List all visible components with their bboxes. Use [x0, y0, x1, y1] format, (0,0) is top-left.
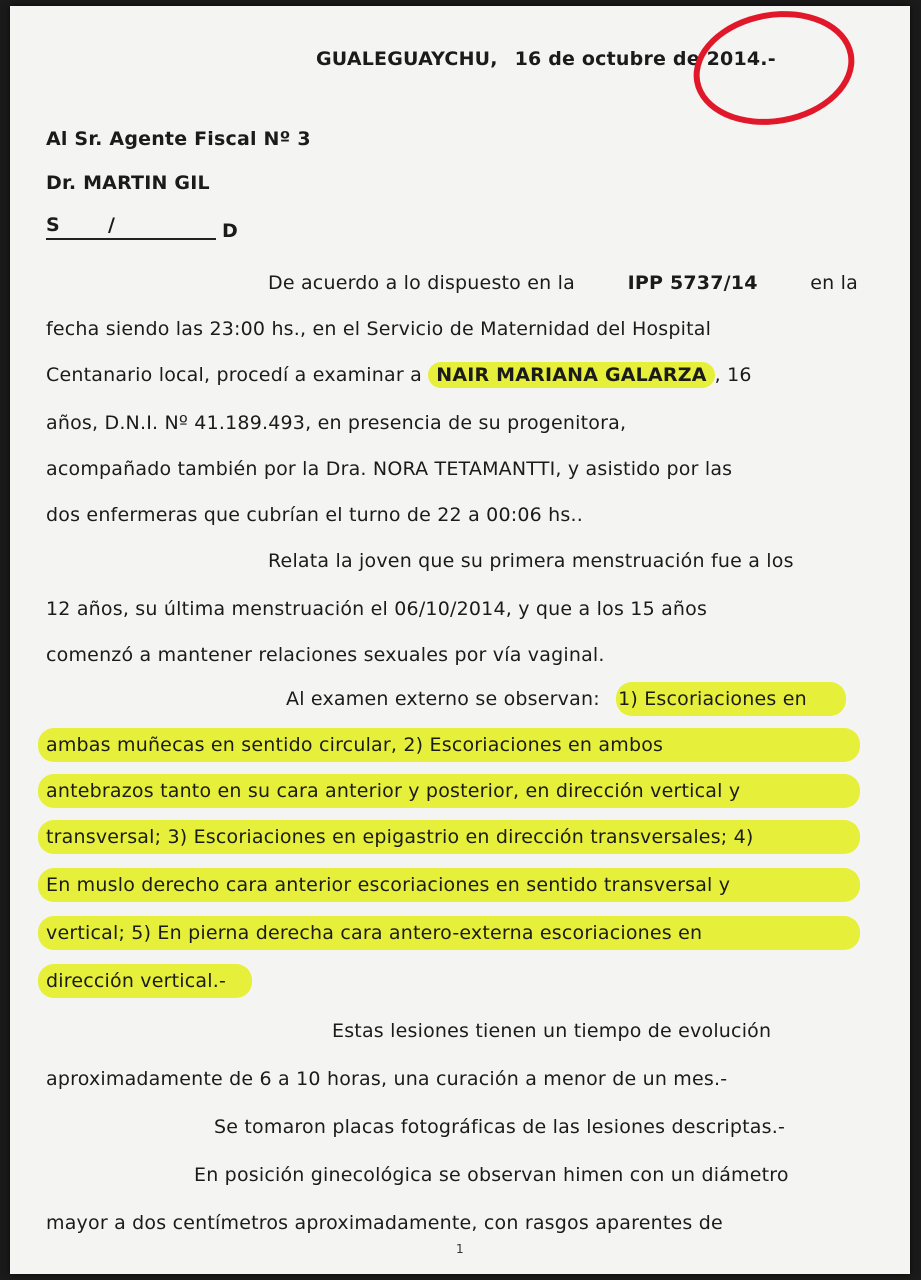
para1-line5: acompañado también por la Dra. NORA TETAMANTTI, y asistido por las	[46, 458, 733, 480]
header-date: 16 de octubre de 2014.-	[514, 48, 776, 70]
para2-line3: comenzó a mantener relaciones sexuales por vía vaginal.	[46, 644, 605, 666]
para1-line3-text: Centanario local, procedí a examinar a	[46, 364, 422, 386]
para1-text-end: en la	[810, 272, 858, 294]
recipient-line-1: Al Sr. Agente Fiscal Nº 3	[46, 128, 311, 150]
para3-intro: Al examen externo se observan:	[286, 688, 600, 710]
para1-line1	[268, 270, 858, 296]
sd-slash: /	[108, 214, 116, 236]
para3-line2: ambas muñecas en sentido circular, 2) Escoriaciones en ambos	[46, 734, 664, 756]
para3-line3: antebrazos tanto en su cara anterior y posterior, en dirección vertical y	[46, 780, 741, 802]
para3-line7: dirección vertical.-	[46, 970, 227, 992]
para1-line2: fecha siendo las 23:00 hs., en el Servicio de Maternidad del Hospital	[46, 318, 712, 340]
para4-line1: Estas lesiones tienen un tiempo de evolución	[332, 1020, 772, 1042]
red-circle-annotation	[685, 6, 864, 137]
para1-line6: dos enfermeras que cubrían el turno de 22 a 00:06 hs..	[46, 504, 583, 526]
page-number: 1	[456, 1242, 464, 1256]
sd-underline	[46, 212, 216, 240]
para4-line2: aproximadamente de 6 a 10 horas, una curación a menor de un mes.-	[46, 1068, 728, 1090]
para3-line5: En muslo derecho cara anterior escoriaciones en sentido transversal y	[46, 874, 731, 896]
sd-s: S	[46, 214, 60, 236]
para3-line4: transversal; 3) Escoriaciones en epigastrio en dirección transversales; 4)	[46, 826, 754, 848]
para1-line3	[46, 362, 858, 388]
para3-line6: vertical; 5) En pierna derecha cara antero-externa escoriaciones en	[46, 922, 703, 944]
ipp-number: IPP 5737/14	[627, 272, 758, 294]
para3-item1: 1) Escoriaciones en	[618, 688, 807, 710]
para2-line2: 12 años, su última menstruación el 06/10/2014, y que a los 15 años	[46, 598, 708, 620]
para1-line3-age: , 16	[714, 364, 752, 386]
header-place: GUALEGUAYCHU,	[316, 48, 498, 70]
recipient-line-2: Dr. MARTIN GIL	[46, 172, 210, 194]
para2-line1: Relata la joven que su primera menstruación fue a los	[268, 550, 794, 572]
sd-d: D	[222, 220, 238, 242]
para3-line1	[286, 686, 858, 712]
document-page	[10, 6, 910, 1274]
para1-text: De acuerdo a lo dispuesto en la	[268, 272, 575, 294]
para6-line2: mayor a dos centímetros aproximadamente, con rasgos aparentes de	[46, 1212, 723, 1234]
para6-line1: En posición ginecológica se observan himen con un diámetro	[194, 1164, 789, 1186]
para5-line: Se tomaron placas fotográficas de las lesiones descriptas.-	[214, 1116, 786, 1138]
highlighted-name: NAIR MARIANA GALARZA	[428, 362, 714, 388]
recipient-line-3	[46, 212, 236, 240]
para1-line4: años, D.N.I. Nº 41.189.493, en presencia de su progenitora,	[46, 412, 627, 434]
